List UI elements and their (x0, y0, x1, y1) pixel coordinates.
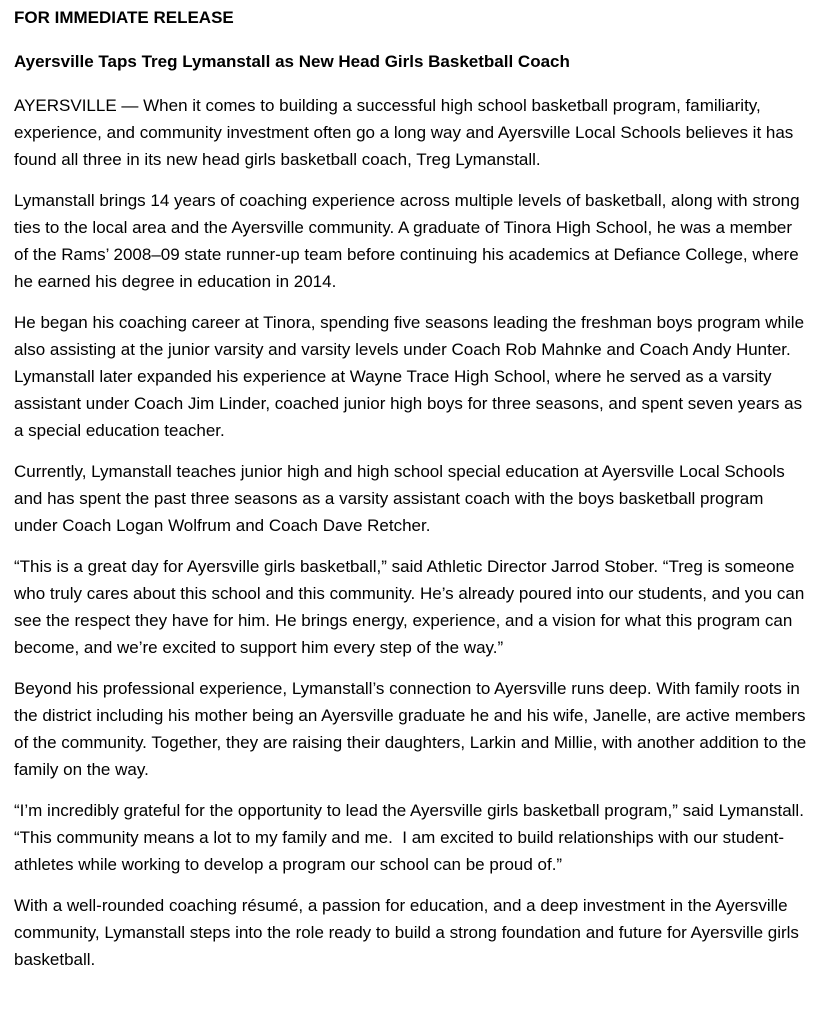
paragraph-community-connection: Beyond his professional experience, Lymanstall’s connection to Ayersville runs deep. With family roots in the district including his mother being an Ayersville graduate he and his wife, Janelle, are active members of the community. Together, they are raising their daughters, Larkin and Millie, with another addition to the family on the way. (14, 679, 811, 779)
paragraph-athletic-director-quote: “This is a great day for Ayersville girls basketball,” said Athletic Director Jarrod Stober. “Treg is someone who truly cares about this school and this community. He’s already poured into our students, and you can see the respect they have for him. He brings energy, experience, and a vision for what this program can become, and we’re excited to support him every step of the way.” (14, 557, 810, 657)
headline: Ayersville Taps Treg Lymanstall as New Head Girls Basketball Coach (14, 52, 570, 71)
paragraph-closing: With a well-rounded coaching résumé, a passion for education, and a deep investment in the Ayersville community, Lymanstall steps into the role ready to build a strong foundation and future for Ayersville girls basketball. (14, 896, 804, 969)
paragraph-coaching-career: He began his coaching career at Tinora, spending five seasons leading the freshman boys program while also assisting at the junior varsity and varsity levels under Coach Rob Mahnke and Coach Andy Hunter. Lymanstall later expanded his experience at Wayne Trace High School, where he served as a varsity assistant under Coach Jim Linder, coached junior high boys for three seasons, and spent seven years as a special education teacher. (14, 313, 809, 440)
release-line: FOR IMMEDIATE RELEASE (14, 8, 234, 27)
paragraph-intro: AYERSVILLE — When it comes to building a successful high school basketball program, familiarity, experience, and community investment often go a long way and Ayersville Local Schools believes it has found all three in its new head girls basketball coach, Treg Lymanstall. (14, 96, 799, 169)
paragraph-coach-quote: “I’m incredibly grateful for the opportunity to lead the Ayersville girls basketball program,” said Lymanstall. “This community means a lot to my family and me. I am excited to build relationships with our student-athletes while working to develop a program our school can be proud of.” (14, 801, 809, 874)
paragraph-background: Lymanstall brings 14 years of coaching experience across multiple levels of basketball, along with strong ties to the local area and the Ayersville community. A graduate of Tinora High School, he was a member of the Rams’ 2008–09 state runner-up team before continuing his academics at Defiance College, where he earned his degree in education in 2014. (14, 191, 805, 291)
paragraph-current-role: Currently, Lymanstall teaches junior high and high school special education at Ayersville Local Schools and has spent the past three seasons as a varsity assistant coach with the boys basketball program under Coach Logan Wolfrum and Coach Dave Retcher. (14, 462, 790, 535)
